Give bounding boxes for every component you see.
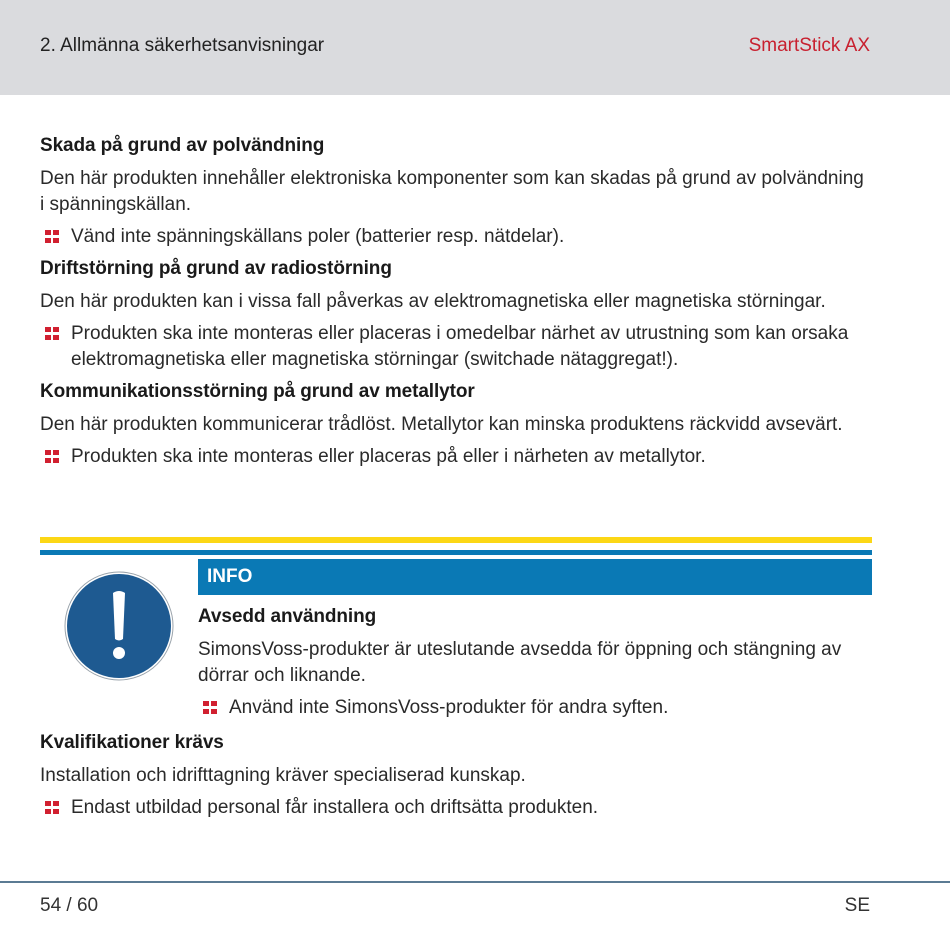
section-heading: Driftstörning på grund av radiostörning — [40, 258, 392, 279]
bullet-item — [40, 321, 872, 373]
section-metal-surfaces — [40, 379, 872, 470]
footer-divider — [0, 881, 950, 883]
bullet-text: Vänd inte spänningskällans poler (batterier resp. nätdelar). — [71, 226, 565, 247]
bullet-squares-icon — [45, 801, 59, 814]
bullet-squares-icon — [45, 450, 59, 463]
info-label: INFO — [198, 559, 872, 595]
section-text: Den här produkten kommunicerar trådlöst. Metallytor kan minska produktens räckvidd avsevärt. — [40, 414, 843, 435]
chapter-title: 2. Allmänna säkerhetsanvisningar — [40, 35, 325, 56]
section-heading: Skada på grund av polvändning — [40, 135, 325, 156]
bullet-text: Produkten ska inte monteras eller placeras på eller i närheten av metallytor. — [71, 446, 706, 467]
bullet-text: Använd inte SimonsVoss-produkter för andra syften. — [229, 697, 669, 718]
page-number: 54 / 60 — [40, 895, 99, 916]
info-box — [40, 537, 872, 727]
bullet-squares-icon — [45, 327, 59, 340]
bullet-item — [40, 444, 872, 470]
section-polarity — [40, 133, 872, 250]
bullet-text: Endast utbildad personal får installera och driftsätta produkten. — [71, 797, 599, 818]
yellow-divider — [40, 537, 872, 543]
blue-divider — [40, 550, 872, 555]
info-heading: Avsedd användning — [198, 606, 377, 627]
safety-sections — [40, 133, 872, 476]
bullet-squares-icon — [45, 230, 59, 243]
bullet-item — [40, 795, 872, 821]
section-text: Den här produkten kan i vissa fall påverkas av elektromagnetiska eller magnetiska störningar. — [40, 291, 826, 312]
bullet-squares-icon — [203, 701, 217, 714]
section-qualification — [40, 730, 872, 827]
bullet-text: Produkten ska inte monteras eller placeras i omedelbar närhet av utrustning som kan orsaka elektromagnetiska eller magnetiska störningar (switchade nätaggregat!). — [71, 323, 849, 370]
section-radio-interference — [40, 256, 872, 373]
section-text: Installation och idrifttagning kräver specialiserad kunskap. — [40, 765, 526, 786]
bullet-item — [198, 695, 872, 721]
product-name: SmartStick AX — [748, 35, 870, 56]
page-header — [0, 0, 950, 95]
section-text: Den här produkten innehåller elektroniska komponenter som kan skadas på grund av polvändning i spänningskällan. — [40, 168, 864, 215]
language-code: SE — [844, 895, 870, 916]
exclamation-mandatory-icon — [64, 571, 174, 681]
bullet-item — [40, 224, 872, 250]
section-heading: Kvalifikationer krävs — [40, 732, 224, 753]
info-text: SimonsVoss-produkter är uteslutande avsedda för öppning och stängning av dörrar och liknande. — [198, 639, 842, 686]
section-heading: Kommunikationsstörning på grund av metallytor — [40, 381, 475, 402]
